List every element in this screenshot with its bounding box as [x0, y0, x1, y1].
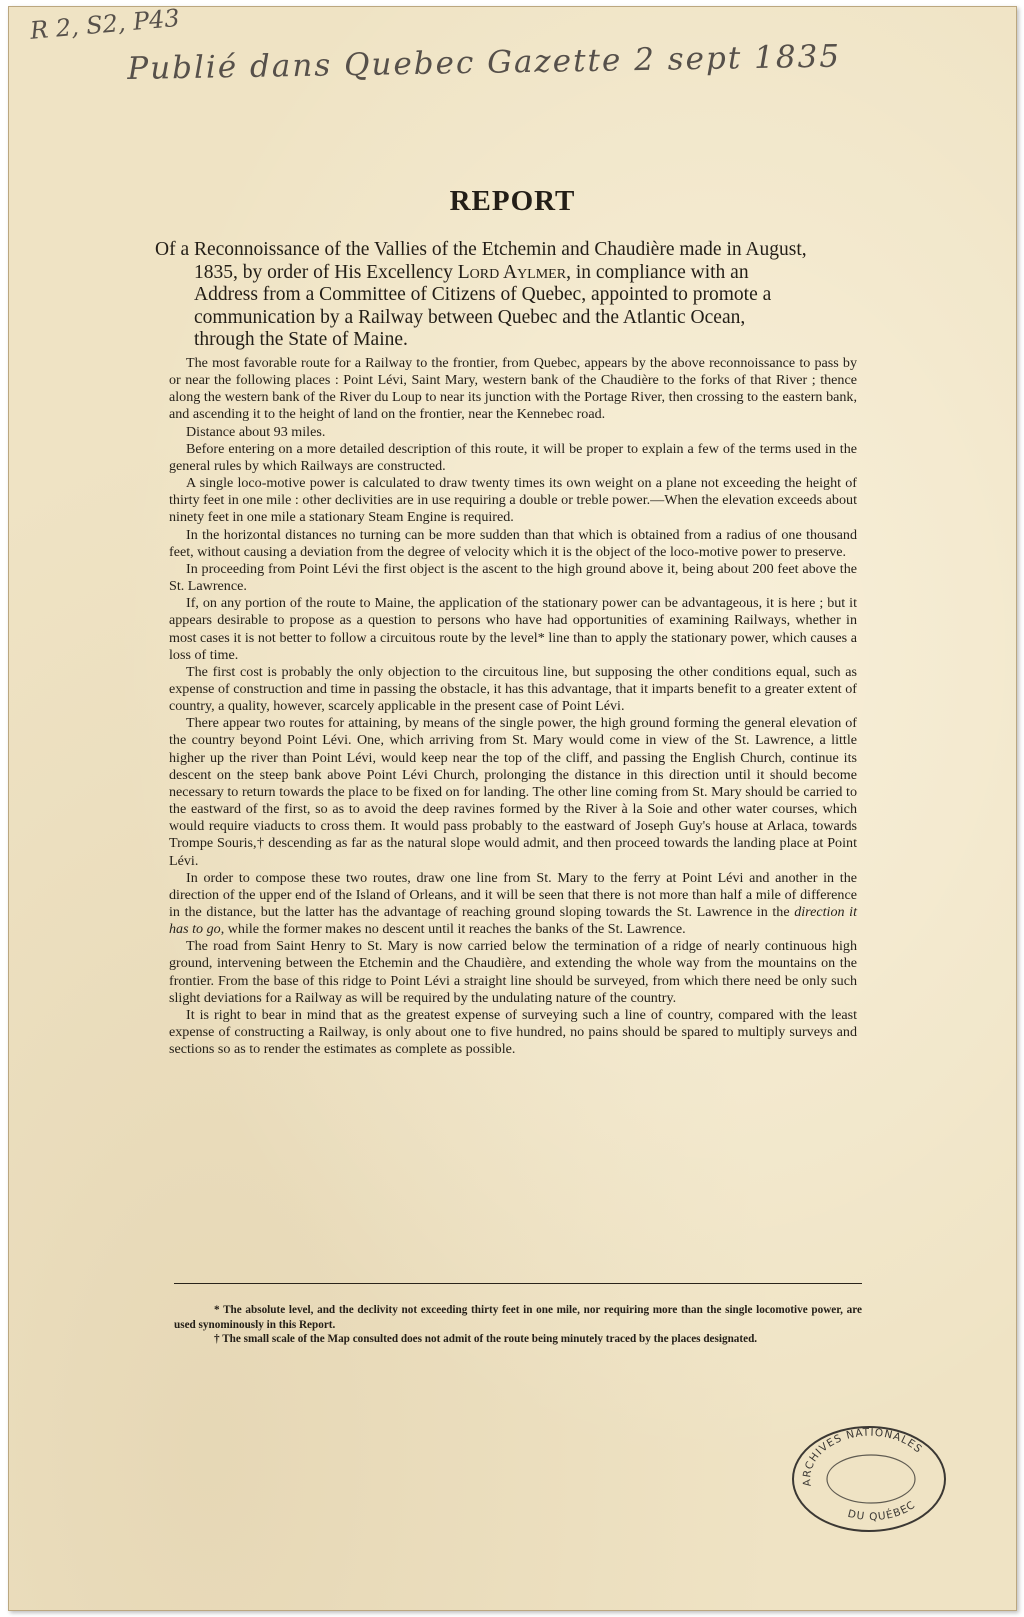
paragraph-11: The road from Saint Henry to St. Mary is now carried below the termination of a ridge of nearly continuous high ground, intervening between the Etchemin and the Chaudière, and extending the whole way from the mountains on the frontier. From the base of this ridge to Point Lévi a straight line should be surveyed, from which there need be only such slight deviations for a Railway as will be required by the undulating nature of the country. — [169, 938, 857, 1006]
paragraph-8: The first cost is probably the only objection to the circuitous line, but supposing the other conditions equal, such as expense of construction and time in passing the obstacle, it has this advantage, that it imparts benefit to a greater extent of country, a quality, however, scarcely applicable in the present case of Point Lévi. — [169, 663, 857, 715]
stamp-text-bottom: DU QUÉBEC — [846, 1498, 918, 1524]
paragraph-10-emphasis: direction it has to go — [169, 904, 857, 938]
governor-name: Lord Aylmer — [457, 261, 567, 283]
report-subtitle — [155, 239, 859, 352]
footnote-1: * The absolute level, and the declivity not exceeding thirty feet in one mile, nor requiring more than the single locomotive power, are used synominously in this Report. — [174, 1304, 862, 1331]
subtitle-line-2-start: 1835, by order of His Excellency — [194, 261, 458, 283]
subtitle-line-5: through the State of Maine. — [194, 329, 408, 350]
paragraph-6: In proceeding from Point Lévi the first object is the ascent to the high ground above it, being about 200 feet above the St. Lawrence. — [169, 560, 857, 595]
handwritten-call-number: R 2, S2, P43 — [29, 3, 181, 45]
footnote-divider — [174, 1283, 862, 1284]
handwritten-publication-note: Publié dans Quebec Gazette 2 sept 1835 — [127, 38, 842, 87]
paragraph-4: A single loco-motive power is calculated to draw twenty times its own weight on a plane not exceeding the height of thirty feet in one mile : other declivities are in use requiring a double or treble power.—When the elevation exceeds about ninety feet in one mile a stationary Steam Engine is required. — [169, 475, 857, 526]
paragraph-3: Before entering on a more detailed description of this route, it will be proper to explain a few of the terms used in the general rules by which Railways are constructed. — [169, 440, 857, 474]
paragraph-2: Distance about 93 miles. — [186, 423, 326, 440]
paragraph-12: It is right to bear in mind that as the greatest expense of surveying such a line of country, compared with the least expense of constructing a Railway, is only about one to five hundred, no pains should be spared to multiply surveys and sections so as to render the estimates as complete as possible. — [169, 1006, 857, 1058]
report-title: REPORT — [449, 185, 576, 217]
subtitle-line-3: Address from a Committee of Citizens of Quebec, appointed to promote a — [194, 284, 772, 305]
subtitle-line-2 — [159, 262, 859, 285]
subtitle-line-1: Of a Reconnoissance of the Vallies of the Etchemin and Chaudière made in August, — [155, 239, 807, 260]
paragraph-10-end: , while the former makes no descent until it reaches the banks of the St. Lawrence. — [220, 921, 686, 938]
archives-stamp — [789, 1424, 949, 1534]
subtitle-line-2-end: , in compliance with an — [566, 261, 749, 283]
paragraph-9: There appear two routes for attaining, by means of the single power, the high ground forming the general elevation of the country beyond Point Lévi. One, which arriving from St. Mary would come in view of the St. Lawrence, a little higher up the river than Point Lévi, would keep near the top of the cliff, and passing the English Church, continue its descent on the steep bank above Point Lévi Church, prolonging the distance in this direction until it should become necessary to return towards the place to be fixed on for landing. The other line coming from St. Mary should be carried to the eastward of the first, so as to avoid the deep ravines formed by the River à la Soie and other water courses, which would require viaducts to cross them. It would pass probably to the eastward of Joseph Guy's house at Arlaca, towards Trompe Souris,† descending as far as the natural slope would admit, and then proceed towards the landing place at Point Lévi. — [169, 715, 857, 869]
paragraph-10-start: In order to compose these two routes, draw one line from St. Mary to the ferry at Point Lévi and another in the direction of the upper end of the Island of Orleans, and it will be seen that there is not more than half a mile of difference in the distance, but the latter has the advantage of reaching ground sloping towards the St. Lawrence in the — [169, 869, 857, 920]
paragraph-7: If, on any portion of the route to Maine, the application of the stationary power can be advantageous, it is here ; but it appears desirable to propose as a question to persons who have had opportunities of examining Railways, whether in most cases it is not better to follow a circuitous route by the level* line than to apply the stationary power, which causes a loss of time. — [169, 595, 857, 663]
report-body — [169, 355, 857, 1058]
paragraph-1: The most favorable route for a Railway to the frontier, from Quebec, appears by the above reconnoissance to pass by or near the following places : Point Lévi, Saint Mary, western bank of the Chaudière to the forks of that River ; thence along the western bank of the River du Loup to near its junction with the Portage River, then crossing to the eastern bank, and ascending it to the height of land on the frontier, near the Kennebec road. — [169, 355, 857, 423]
document-page — [8, 3, 1017, 1611]
paragraph-10 — [169, 870, 857, 939]
footnotes — [174, 1303, 862, 1347]
footnote-2: † The small scale of the Map consulted does not admit of the route being minutely traced by the places designated. — [214, 1333, 758, 1345]
paragraph-5: In the horizontal distances no turning can be more sudden than that which is obtained from a radius of one thousand feet, without causing a deviation from the degree of velocity which it is the object of the loco-motive power to preserve. — [169, 526, 857, 560]
stamp-inner-ring — [827, 1455, 915, 1503]
stamp-text-top: ARCHIVES NATIONALES — [801, 1426, 925, 1487]
subtitle-line-4: communication by a Railway between Quebec and the Atlantic Ocean, — [194, 306, 746, 328]
